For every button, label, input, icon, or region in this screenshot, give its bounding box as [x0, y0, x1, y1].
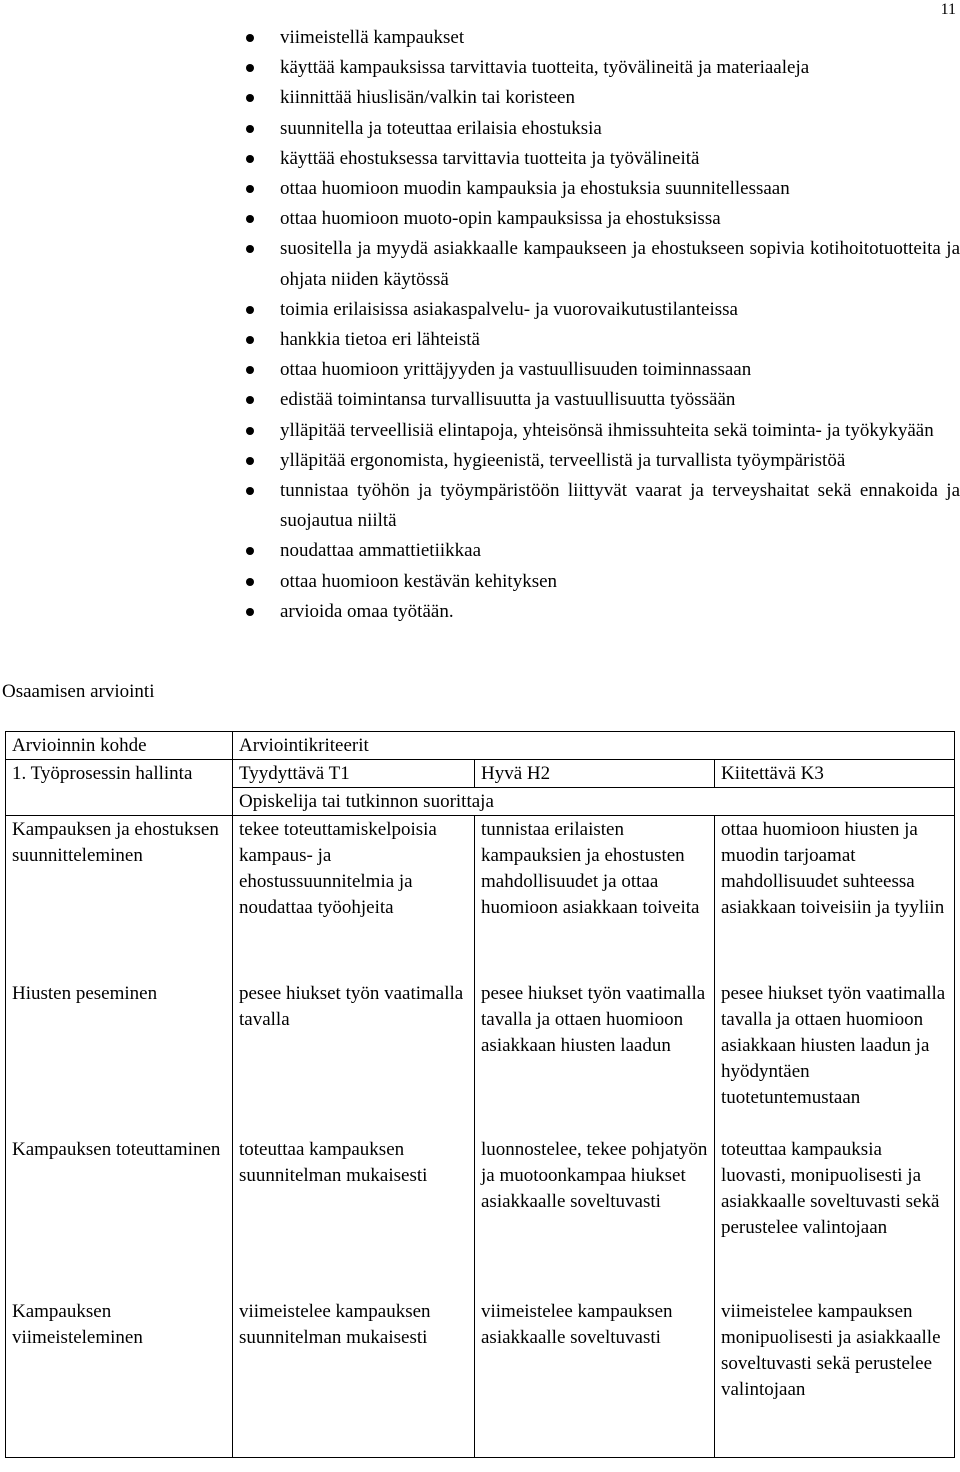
criteria-rows [6, 816, 955, 1458]
bullet-icon [246, 64, 254, 72]
bullet-icon [246, 366, 254, 374]
table-row [6, 816, 955, 980]
list-item [244, 174, 960, 204]
level-good: Hyvä H2 [475, 760, 715, 788]
criteria-cell-h2: luonnostelee, tekee pohjatyön ja muotoonkampaa hiukset asiakkaalle soveltuvasti [475, 1136, 715, 1298]
page-number: 11 [940, 1, 956, 18]
list-item-text: tunnistaa työhön ja työympäristöön liittyvät vaarat ja terveyshaitat sekä ennakoida ja suojautua niiltä [280, 480, 960, 532]
bullet-icon [246, 427, 254, 435]
header-assessment-target: Arvioinnin kohde [6, 732, 233, 760]
bullet-icon [246, 578, 254, 586]
table-row [6, 1298, 955, 1458]
criteria-cell-t1: toteuttaa kampauksen suunnitelman mukaisesti [233, 1136, 475, 1298]
list-item-text: ottaa huomioon muodin kampauksia ja ehostuksia suunnitellessaan [280, 178, 790, 200]
bullet-icon [246, 336, 254, 344]
header-assessment-criteria: Arviointikriteerit [233, 732, 955, 760]
list-item [244, 234, 960, 294]
criteria-cell-k3: ottaa huomioon hiusten ja muodin tarjoamat mahdollisuudet suhteessa asiakkaan toiveisiin ja tyyliin [715, 816, 955, 980]
criteria-cell-h2: tunnistaa erilaisten kampauksien ja ehostusten mahdollisuudet ja ottaa huomioon asiakkaan toiveita [475, 816, 715, 980]
list-item [244, 355, 960, 385]
criteria-cell-k3: toteuttaa kampauksia luovasti, monipuolisesti ja asiakkaalle soveltuvasti sekä perustelee valintojaan [715, 1136, 955, 1298]
list-item-text: viimeistellä kampaukset [280, 27, 465, 48]
bullet-icon [246, 155, 254, 163]
list-item-text: arvioida omaa työtään. [280, 600, 454, 622]
list-item [244, 476, 960, 536]
bullet-icon [246, 185, 254, 193]
list-item-text: ylläpitää ergonomista, hygieenistä, terveellistä ja turvallista työympäristöä [280, 449, 846, 471]
bullet-icon [246, 94, 254, 102]
list-item-text: ottaa huomioon kestävän kehityksen [280, 570, 558, 592]
level-satisfactory: Tyydyttävä T1 [233, 760, 475, 788]
table-levels-row [6, 760, 955, 788]
list-item-text: ottaa huomioon muoto-opin kampauksissa ja ehostuksissa [280, 208, 721, 230]
list-item [244, 536, 960, 566]
section-title: Osaamisen arviointi [2, 681, 155, 702]
list-item-text: käyttää ehostuksessa tarvittavia tuotteita ja työvälineitä [280, 147, 700, 169]
list-item [244, 144, 960, 174]
criteria-cell-t1: pesee hiukset työn vaatimalla tavalla [233, 980, 475, 1136]
assessment-target-cell: Kampauksen viimeisteleminen [6, 1298, 233, 1458]
bullet-icon [246, 396, 254, 404]
competency-list [244, 23, 960, 627]
bullet-icon [246, 245, 254, 253]
list-item-text: käyttää kampauksissa tarvittavia tuotteita, työvälineitä ja materiaaleja [280, 57, 810, 79]
level-excellent: Kiitettävä K3 [715, 760, 955, 788]
list-item [244, 53, 960, 83]
list-item [244, 325, 960, 355]
criteria-cell-k3: viimeistelee kampauksen monipuolisesti ja asiakkaalle soveltuvasti sekä perustelee valintojaan [715, 1298, 955, 1458]
table-row [6, 1136, 955, 1298]
list-item [244, 446, 960, 476]
assessment-target-cell: Kampauksen ja ehostuksen suunnitteleminen [6, 816, 233, 980]
bullet-icon [246, 34, 254, 42]
list-item-text: toimia erilaisissa asiakaspalvelu- ja vuorovaikutustilanteissa [280, 298, 738, 320]
list-item-text: ottaa huomioon yrittäjyyden ja vastuullisuuden toiminnassaan [280, 359, 752, 381]
list-item [244, 295, 960, 325]
bullet-icon [246, 487, 254, 495]
assessment-table [5, 731, 955, 1458]
bullet-icon [246, 215, 254, 223]
subject-label: Opiskelija tai tutkinnon suorittaja [233, 788, 955, 816]
list-item [244, 83, 960, 113]
list-item-text: ylläpitää terveellisiä elintapoja, yhteisönsä ihmissuhteita sekä toiminta- ja työkykyään [280, 419, 934, 441]
bullet-icon [246, 608, 254, 616]
list-item-text: suunnitella ja toteuttaa erilaisia ehostuksia [280, 117, 602, 139]
criteria-cell-k3: pesee hiukset työn vaatimalla tavalla ja ottaen huomioon asiakkaan hiusten laadun ja hyödyntäen tuotetuntemustaan [715, 980, 955, 1136]
table-row [6, 980, 955, 1136]
table-header-row [6, 732, 955, 760]
area-title: 1. Työprosessin hallinta [6, 760, 233, 816]
criteria-cell-t1: tekee toteuttamiskelpoisia kampaus- ja ehostussuunnitelmia ja noudattaa työohjeita [233, 816, 475, 980]
list-item-text: suositella ja myydä asiakkaalle kampaukseen ja ehostukseen sopivia kotihoitotuotteita ja ohjata niiden käytössä [280, 238, 960, 290]
list-item [244, 23, 960, 53]
list-item [244, 204, 960, 234]
assessment-target-cell: Hiusten peseminen [6, 980, 233, 1136]
criteria-cell-t1: viimeistelee kampauksen suunnitelman mukaisesti [233, 1298, 475, 1458]
list-item-text: edistää toimintansa turvallisuutta ja vastuullisuutta työssään [280, 389, 736, 411]
list-item-text: kiinnittää hiuslisän/valkin tai koristeen [280, 87, 575, 109]
list-item [244, 597, 960, 627]
list-item-text: hankkia tietoa eri lähteistä [280, 329, 480, 351]
list-item [244, 416, 960, 446]
bullet-icon [246, 457, 254, 465]
bullet-icon [246, 306, 254, 314]
list-item-text: noudattaa ammattietiikkaa [280, 540, 482, 562]
list-item [244, 567, 960, 597]
list-item [244, 114, 960, 144]
bullet-icon [246, 125, 254, 133]
criteria-cell-h2: viimeistelee kampauksen asiakkaalle soveltuvasti [475, 1298, 715, 1458]
criteria-cell-h2: pesee hiukset työn vaatimalla tavalla ja ottaen huomioon asiakkaan hiusten laadun [475, 980, 715, 1136]
assessment-target-cell: Kampauksen toteuttaminen [6, 1136, 233, 1298]
list-item [244, 385, 960, 415]
bullet-icon [246, 547, 254, 555]
